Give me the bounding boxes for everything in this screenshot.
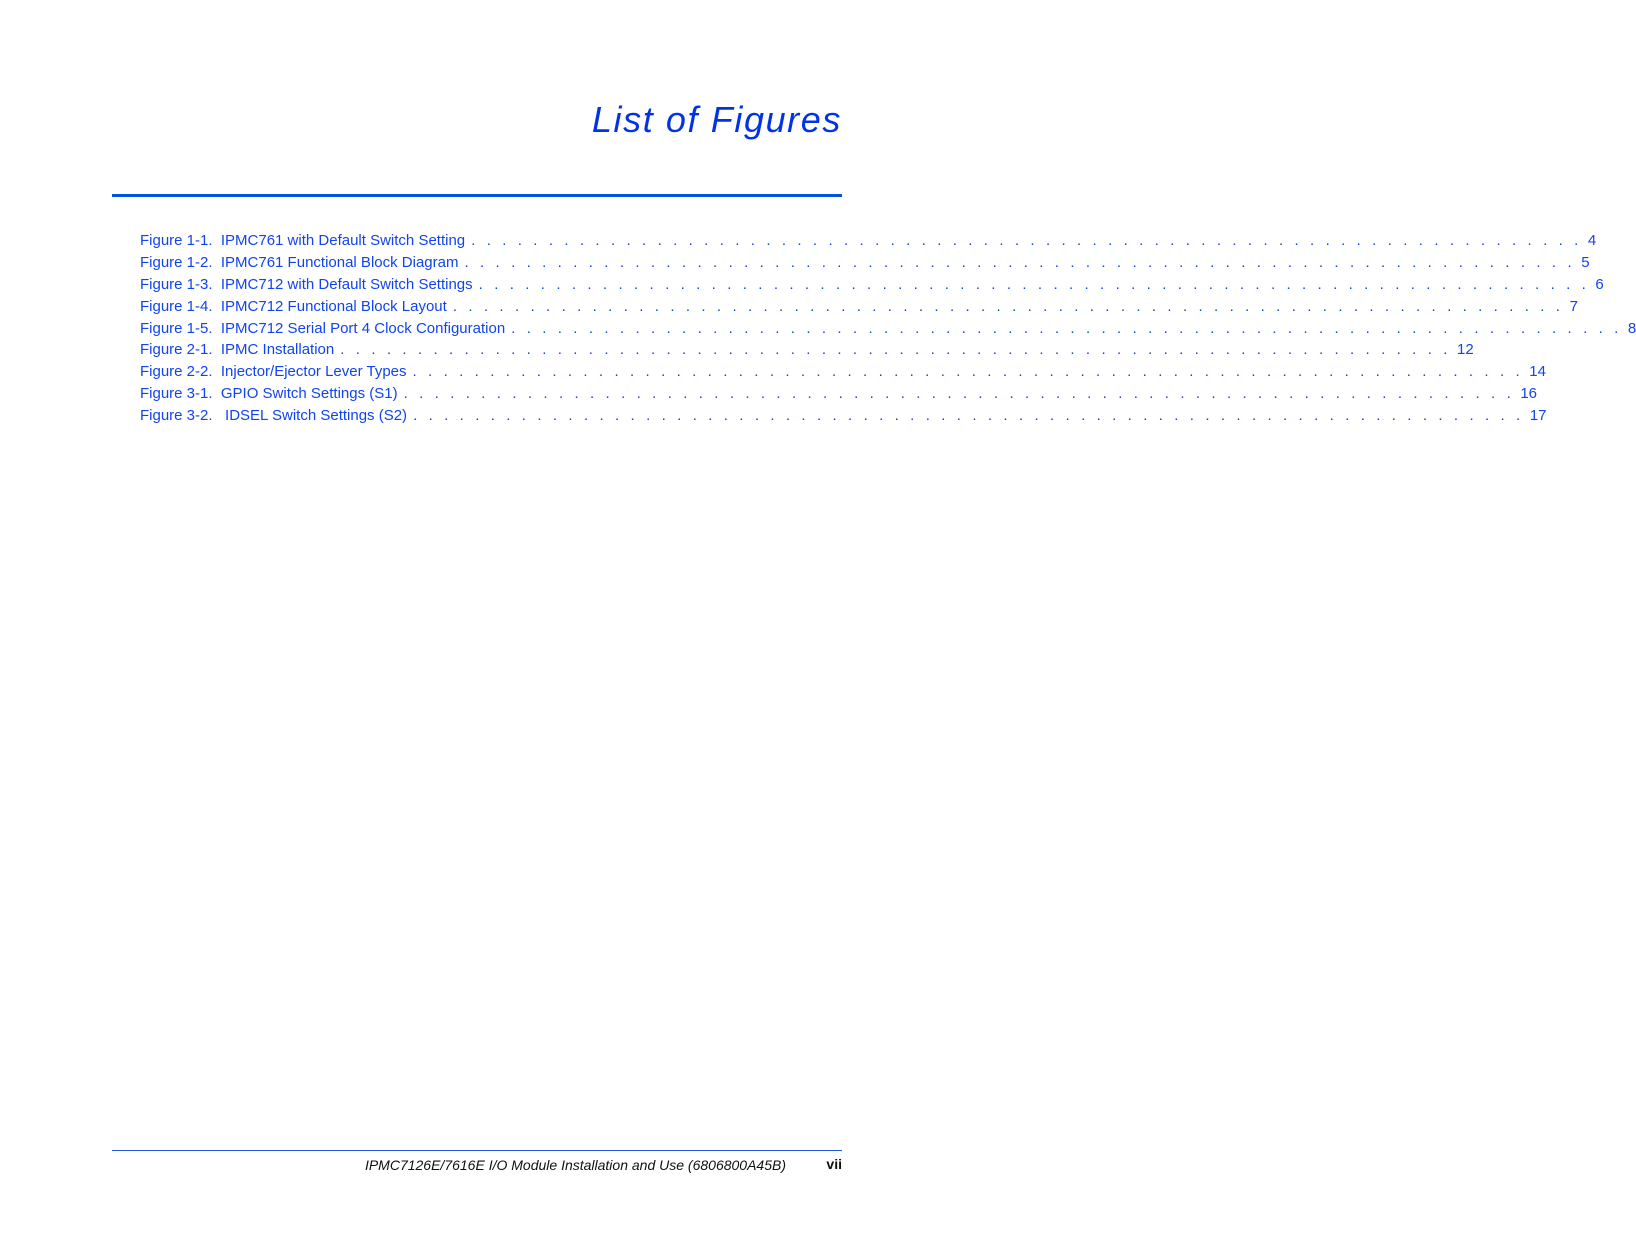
toc-entry-page: 8: [1627, 319, 1636, 337]
toc-entry-page: 7: [1569, 297, 1578, 315]
toc-entry-figure-1-3[interactable]: [140, 275, 1604, 298]
toc-entry-label: Figure 3-2. IDSEL Switch Settings (S2): [140, 407, 408, 425]
toc-entry-figure-1-1[interactable]: [140, 232, 1597, 254]
title-rule: [112, 194, 842, 197]
toc-entry-label: Figure 1-1. IPMC761 with Default Switch Setting: [140, 232, 466, 249]
toc-entry-page: 16: [1520, 385, 1538, 403]
dot-leader: . . . . . . . . . . . . . . . . . . . . . . . . . . . . . . . . . . . . . . . . . . . . . . . . . . . . . . . . . . . . . . . . . . . . . . . .: [403, 385, 1515, 403]
toc-entry-figure-2-1[interactable]: [140, 341, 1474, 363]
figure-list: [140, 232, 1636, 429]
dot-leader: . . . . . . . . . . . . . . . . . . . . . . . . . . . . . . . . . . . . . . . . . . . . . . . . . . . . . . . . . . . . . . . . . . . . . . . .: [511, 319, 1622, 337]
dot-leader: . . . . . . . . . . . . . . . . . . . . . . . . . . . . . . . . . . . . . . . . . . . . . . . . . . . . . . . . . . . . . . . . . . . . . . . .: [412, 363, 1524, 381]
dot-leader: . . . . . . . . . . . . . . . . . . . . . . . . . . . . . . . . . . . . . . . . . . . . . . . . . . . . . . . . . . . . . . . . . . . . . . . .: [340, 341, 1451, 359]
toc-entry-page: 4: [1587, 232, 1597, 249]
toc-entry-page: 14: [1529, 363, 1546, 381]
toc-entry-page: 12: [1457, 341, 1474, 359]
dot-leader: . . . . . . . . . . . . . . . . . . . . . . . . . . . . . . . . . . . . . . . . . . . . . . . . . . . . . . . . . . . . . . . . . . . . . . . .: [452, 297, 1564, 315]
footer-page-number: vii: [826, 1156, 842, 1172]
toc-entry-label: Figure 3-1. GPIO Switch Settings (S1): [140, 385, 398, 403]
toc-entry-label: Figure 1-3. IPMC712 with Default Switch Settings: [140, 275, 473, 293]
footer-document-title: IPMC7126E/7616E I/O Module Installation and Use (6806800A45B): [364, 1157, 786, 1173]
dot-leader: . . . . . . . . . . . . . . . . . . . . . . . . . . . . . . . . . . . . . . . . . . . . . . . . . . . . . . . . . . . . . . . . . . . . . . . .: [478, 275, 1590, 293]
dot-leader: . . . . . . . . . . . . . . . . . . . . . . . . . . . . . . . . . . . . . . . . . . . . . . . . . . . . . . . . . . . . . . . . . . . . . . . .: [464, 253, 1576, 271]
page-title: List of Figures: [591, 99, 842, 140]
toc-entry-figure-1-2[interactable]: [140, 253, 1590, 276]
toc-entry-label: Figure 2-2. Injector/Ejector Lever Types: [140, 363, 407, 381]
toc-entry-page: 17: [1529, 407, 1547, 425]
toc-entry-figure-3-1[interactable]: [140, 385, 1538, 407]
toc-entry-figure-2-2[interactable]: [140, 363, 1546, 385]
dot-leader: . . . . . . . . . . . . . . . . . . . . . . . . . . . . . . . . . . . . . . . . . . . . . . . . . . . . . . . . . . . . . . . . . . . . . . . .: [413, 407, 1524, 425]
toc-entry-label: Figure 1-4. IPMC712 Functional Block Layout: [140, 297, 447, 315]
toc-entry-page: 6: [1595, 275, 1604, 293]
toc-entry-label: Figure 1-5. IPMC712 Serial Port 4 Clock Configuration: [140, 319, 506, 337]
dot-leader: . . . . . . . . . . . . . . . . . . . . . . . . . . . . . . . . . . . . . . . . . . . . . . . . . . . . . . . . . . . . . . . . . . . . . . . .: [471, 232, 1582, 249]
toc-entry-figure-3-2[interactable]: [140, 407, 1547, 429]
toc-entry-label: Figure 2-1. IPMC Installation: [140, 341, 335, 359]
toc-entry-label: Figure 1-2. IPMC761 Functional Block Diagram: [140, 253, 459, 271]
toc-entry-figure-1-5[interactable]: [140, 319, 1636, 342]
toc-entry-figure-1-4[interactable]: [140, 297, 1578, 320]
toc-entry-page: 5: [1581, 253, 1590, 271]
footer-rule: [112, 1150, 842, 1151]
